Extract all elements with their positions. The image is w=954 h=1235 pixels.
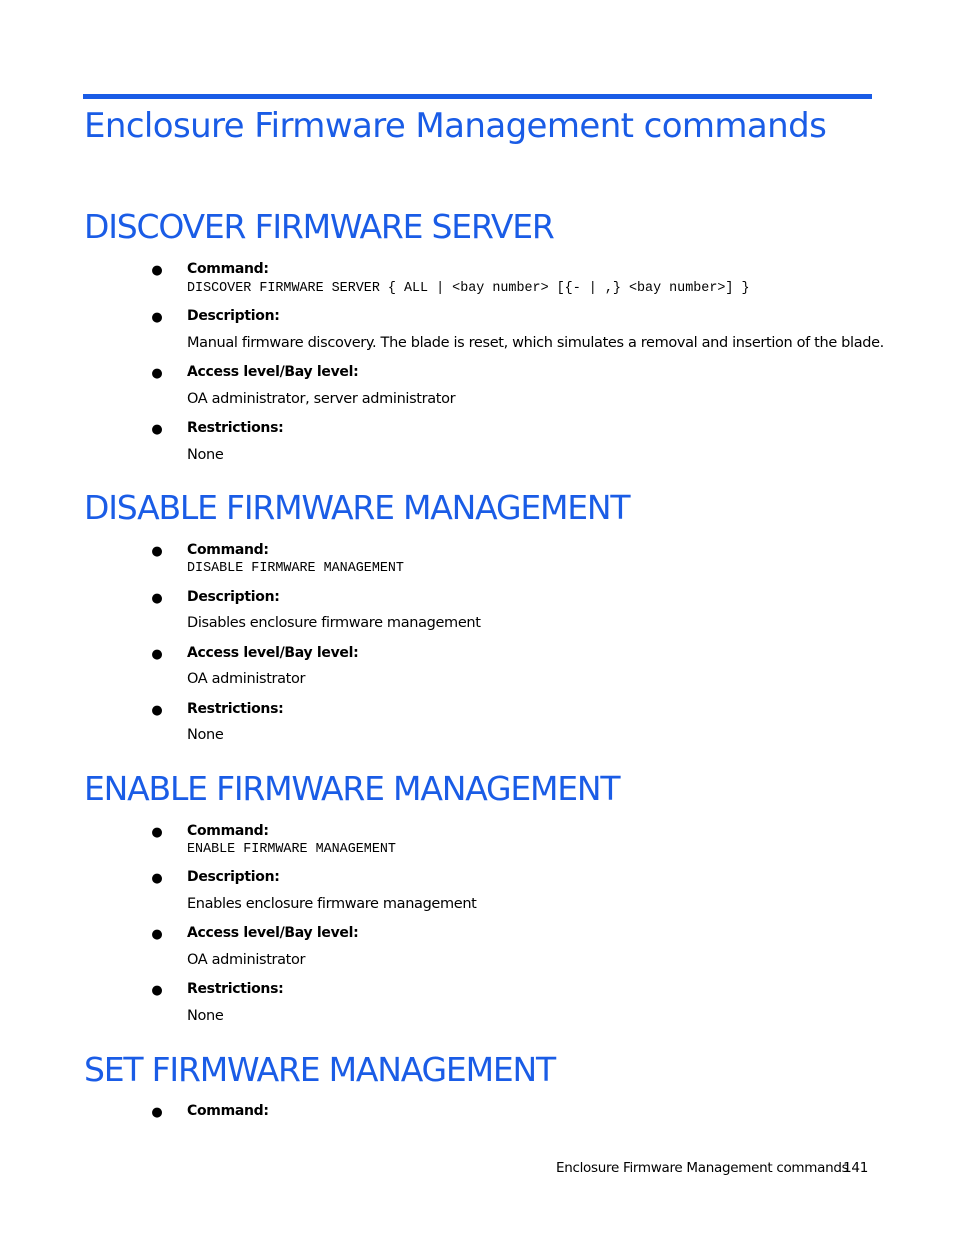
- command-syntax: DISABLE FIRMWARE MANAGEMENT: [187, 561, 404, 576]
- restrictions-label: Restrictions:: [187, 701, 284, 717]
- command-label: Command:: [187, 823, 269, 839]
- list-item-description: [0, 587, 954, 609]
- list-item-restrictions: [0, 699, 954, 721]
- bullet-icon: ●: [151, 366, 163, 381]
- access-level-label: Access level/Bay level:: [187, 364, 359, 380]
- list-item-access-level: [0, 362, 954, 384]
- command-label: Command:: [187, 542, 269, 558]
- access-level-text: OA administrator, server administrator: [187, 391, 456, 407]
- list-item-command: [0, 259, 954, 281]
- bullet-icon: ●: [151, 544, 163, 559]
- list-item-restrictions: [0, 418, 954, 440]
- access-level-label: Access level/Bay level:: [187, 645, 359, 661]
- bullet-icon: ●: [151, 983, 163, 998]
- access-level-text: OA administrator: [187, 952, 306, 968]
- page-number: 141: [843, 1160, 868, 1176]
- restrictions-label: Restrictions:: [187, 981, 284, 997]
- bullet-icon: ●: [151, 1105, 163, 1120]
- description-text: Enables enclosure firmware management: [187, 896, 477, 912]
- access-level-label: Access level/Bay level:: [187, 925, 359, 941]
- bullet-icon: ●: [151, 825, 163, 840]
- section-title-discover-firmware-server: DISCOVER FIRMWARE SERVER: [84, 207, 554, 246]
- description-text: Disables enclosure firmware management: [187, 615, 481, 631]
- description-label: Description:: [187, 308, 280, 324]
- bullet-icon: ●: [151, 310, 163, 325]
- chapter-top-rule: [83, 94, 872, 99]
- command-syntax: DISCOVER FIRMWARE SERVER { ALL | <bay number> [{- | ,} <bay number>] }: [187, 281, 750, 296]
- bullet-icon: ●: [151, 422, 163, 437]
- footer-running-title: Enclosure Firmware Management commands: [556, 1160, 849, 1176]
- description-label: Description:: [187, 869, 280, 885]
- command-label: Command:: [187, 261, 269, 277]
- list-item-access-level: [0, 923, 954, 945]
- page-footer: [556, 1159, 868, 1177]
- list-item-access-level: [0, 643, 954, 665]
- restrictions-text: None: [187, 727, 224, 743]
- list-item-description: [0, 306, 954, 328]
- section-title-set-firmware-management: SET FIRMWARE MANAGEMENT: [84, 1050, 555, 1089]
- bullet-icon: ●: [151, 927, 163, 942]
- list-item-command: [0, 1101, 954, 1123]
- bullet-icon: ●: [151, 263, 163, 278]
- list-item-command: [0, 821, 954, 843]
- section-title-enable-firmware-management: ENABLE FIRMWARE MANAGEMENT: [84, 769, 620, 808]
- bullet-icon: ●: [151, 703, 163, 718]
- restrictions-text: None: [187, 447, 224, 463]
- description-text: Manual firmware discovery. The blade is reset, which simulates a removal and insertion of the blade.: [187, 335, 884, 351]
- chapter-title: Enclosure Firmware Management commands: [84, 106, 827, 146]
- access-level-text: OA administrator: [187, 671, 306, 687]
- command-label: Command:: [187, 1103, 269, 1119]
- list-item-description: [0, 867, 954, 889]
- restrictions-text: None: [187, 1008, 224, 1024]
- bullet-icon: ●: [151, 871, 163, 886]
- list-item-command: [0, 540, 954, 562]
- description-label: Description:: [187, 589, 280, 605]
- bullet-icon: ●: [151, 647, 163, 662]
- command-syntax: ENABLE FIRMWARE MANAGEMENT: [187, 842, 396, 857]
- restrictions-label: Restrictions:: [187, 420, 284, 436]
- list-item-restrictions: [0, 979, 954, 1001]
- section-title-disable-firmware-management: DISABLE FIRMWARE MANAGEMENT: [84, 488, 630, 527]
- bullet-icon: ●: [151, 591, 163, 606]
